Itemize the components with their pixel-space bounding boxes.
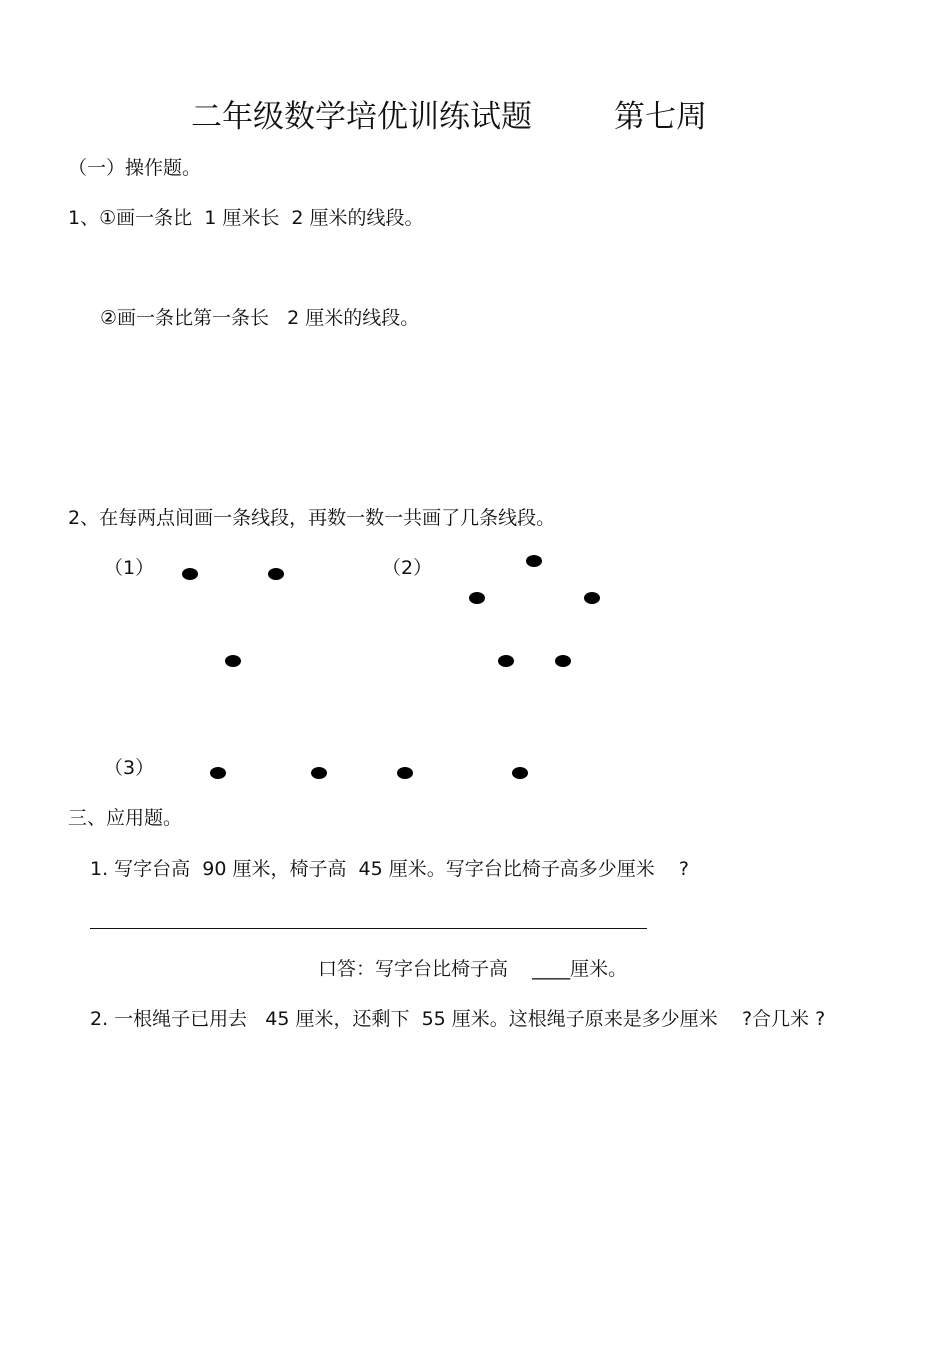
point-dot: [311, 767, 327, 779]
point-dot: [584, 592, 600, 604]
section-heading-operations: （一）操作题。: [68, 157, 202, 179]
point-dot: [225, 655, 241, 667]
answer-line: [90, 928, 647, 929]
group-1-label: （1）: [104, 557, 155, 579]
question-1a: 1、①画一条比 1 厘米长 2 厘米的线段。: [68, 207, 424, 229]
oral-answer: 口答：写字台比椅子高 ____厘米。: [318, 958, 628, 980]
point-dot: [555, 655, 571, 667]
week-label: 第七周: [614, 99, 707, 135]
group-2-label: （2）: [382, 557, 433, 579]
point-dot: [182, 568, 198, 580]
point-dot: [526, 555, 542, 567]
point-dot: [268, 568, 284, 580]
application-question-1: 1. 写字台高 90 厘米，椅子高 45 厘米。写字台比椅子高多少厘米 ?: [90, 858, 690, 880]
point-dot: [469, 592, 485, 604]
point-dot: [397, 767, 413, 779]
point-dot: [498, 655, 514, 667]
question-2: 2、在每两点间画一条线段，再数一数一共画了几条线段。: [68, 507, 556, 529]
point-dot: [210, 767, 226, 779]
application-question-2: 2. 一根绳子已用去 45 厘米，还剩下 55 厘米。这根绳子原来是多少厘米 ?合几米 ?: [90, 1008, 826, 1030]
group-3-label: （3）: [104, 757, 155, 779]
point-dot: [512, 767, 528, 779]
section-heading-applications: 三、应用题。: [68, 807, 183, 829]
question-1b: ②画一条比第一条长 2 厘米的线段。: [100, 307, 420, 329]
page-title: 二年级数学培优训练试题: [191, 99, 532, 135]
